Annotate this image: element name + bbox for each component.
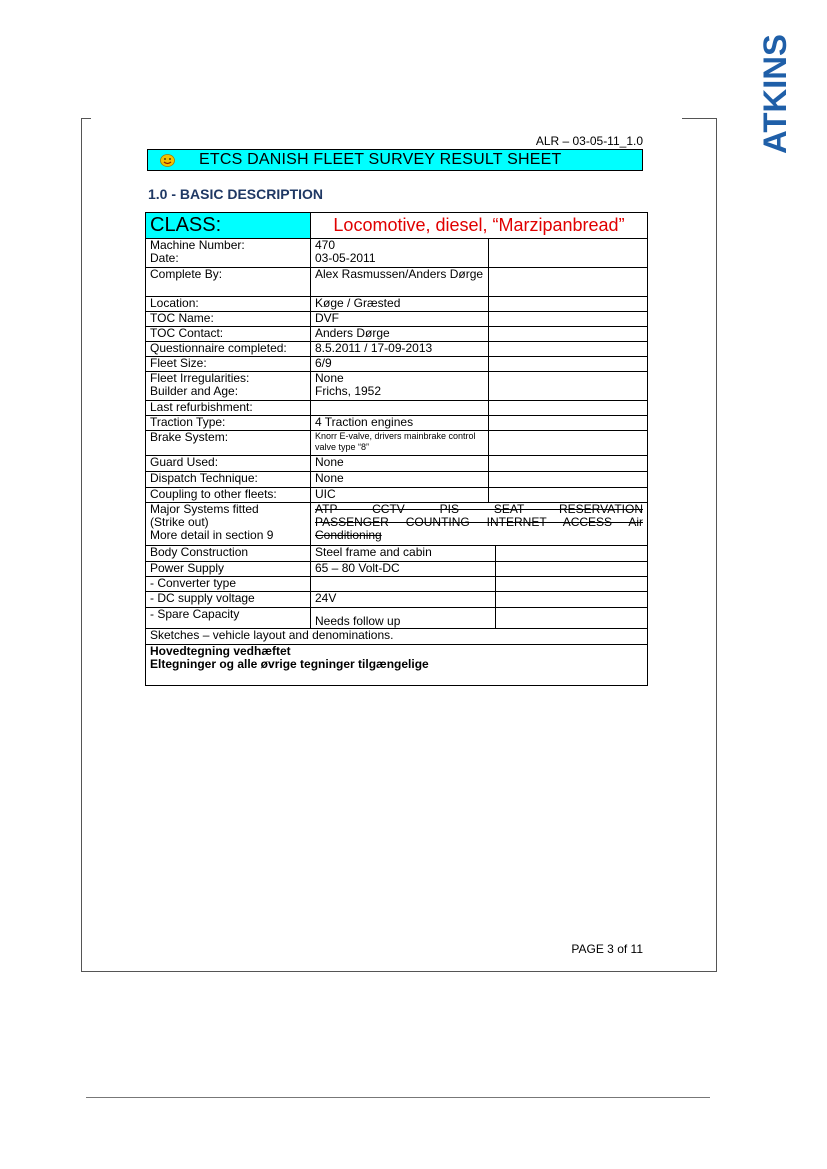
- dispatch-technique-value: None: [311, 472, 489, 488]
- guard-used-value: None: [311, 456, 489, 472]
- fleet-irregularities-label: Fleet Irregularities:: [150, 371, 250, 385]
- table-row: [146, 629, 648, 645]
- notes-cell: [489, 327, 648, 342]
- date-label: Date:: [150, 251, 179, 265]
- location-value: Køge / Græsted: [311, 297, 489, 312]
- table-row: [146, 488, 648, 503]
- dc-supply-voltage-value: 24V: [311, 592, 496, 608]
- notes-cell: [496, 592, 648, 608]
- atkins-logo: [734, 30, 794, 160]
- major-systems-label: Major Systems fitted: [150, 502, 259, 516]
- frame-corner-tick: [682, 118, 717, 119]
- questionnaire-label: Questionnaire completed:: [146, 342, 311, 357]
- footer-divider: [86, 1097, 710, 1098]
- frame-left-border: [81, 118, 82, 972]
- major-systems-line-2: PASSENGER COUNTING INTERNET ACCESS Air: [315, 515, 643, 529]
- fleet-size-value: 6/9: [311, 357, 489, 372]
- brake-system-label: Brake System:: [146, 431, 311, 456]
- notes-cell: [496, 608, 648, 629]
- notes-cell: [489, 456, 648, 472]
- notes-cell: [489, 239, 648, 268]
- table-row: [146, 431, 648, 456]
- sketches-line-1: Hovedtegning vedhæftet: [150, 644, 291, 658]
- table-row: [146, 456, 648, 472]
- major-systems-line-3: Conditioning: [315, 528, 382, 542]
- builder-age-value: Frichs, 1952: [315, 384, 382, 398]
- table-row: [146, 239, 648, 268]
- toc-contact-label: TOC Contact:: [146, 327, 311, 342]
- traction-type-label: Traction Type:: [146, 416, 311, 431]
- major-systems-line-1: ATP CCTV PIS SEAT RESERVATION: [315, 502, 643, 516]
- converter-type-label: - Converter type: [146, 577, 311, 592]
- table-row: [146, 645, 648, 686]
- date-value: 03-05-2011: [315, 251, 376, 265]
- table-row: [146, 297, 648, 312]
- section-reference: More detail in section 9: [150, 528, 274, 542]
- fleet-size-label: Fleet Size:: [146, 357, 311, 372]
- title-bar: [147, 149, 643, 171]
- builder-age-label: Builder and Age:: [150, 384, 239, 398]
- section-heading: 1.0 - BASIC DESCRIPTION: [148, 186, 324, 202]
- notes-cell: [496, 546, 648, 562]
- frame-bottom-border: [81, 971, 717, 972]
- dc-supply-voltage-label: - DC supply voltage: [146, 592, 311, 608]
- toc-name-value: DVF: [311, 312, 489, 327]
- table-row: [146, 327, 648, 342]
- class-label: CLASS:: [146, 213, 311, 239]
- notes-cell: [489, 268, 648, 297]
- logo-text: ATKINS: [757, 37, 793, 154]
- table-row: [146, 372, 648, 401]
- power-supply-value: 65 – 80 Volt-DC: [311, 562, 496, 577]
- converter-type-value: [311, 577, 496, 592]
- coupling-label: Coupling to other fleets:: [146, 488, 311, 503]
- notes-cell: [489, 342, 648, 357]
- table-row: [146, 546, 648, 562]
- toc-contact-value: Anders Dørge: [311, 327, 489, 342]
- spare-capacity-value: Needs follow up: [311, 608, 496, 629]
- class-row: [146, 213, 648, 239]
- notes-cell: [489, 297, 648, 312]
- table-row: [146, 401, 648, 416]
- brake-system-value: Knorr E-valve, drivers mainbrake control valve type “8”: [311, 431, 489, 456]
- table-row: [146, 357, 648, 372]
- table-row: [146, 592, 648, 608]
- sketches-heading: Sketches – vehicle layout and denominations.: [146, 629, 648, 645]
- traction-type-value: 4 Traction engines: [311, 416, 489, 431]
- location-label: Location:: [146, 297, 311, 312]
- notes-cell: [496, 562, 648, 577]
- table-row: [146, 608, 648, 629]
- table-row: [146, 416, 648, 431]
- notes-cell: [489, 431, 648, 456]
- table-row: [146, 562, 648, 577]
- smiley-icon: [160, 154, 175, 167]
- class-value: Locomotive, diesel, “Marzipanbread”: [311, 213, 648, 239]
- sketches-line-2: Eltegninger og alle øvrige tegninger tilgængelige: [150, 657, 429, 671]
- notes-cell: [489, 401, 648, 416]
- table-row: [146, 312, 648, 327]
- table-row: [146, 268, 648, 297]
- page-number: PAGE 3 of 11: [571, 942, 643, 956]
- body-construction-value: Steel frame and cabin: [311, 546, 496, 562]
- notes-cell: [489, 312, 648, 327]
- document-reference: ALR – 03-05-11_1.0: [535, 134, 643, 148]
- questionnaire-value: 8.5.2011 / 17-09-2013: [311, 342, 489, 357]
- sheet-title: ETCS DANISH FLEET SURVEY RESULT SHEET: [199, 151, 562, 168]
- notes-cell: [489, 416, 648, 431]
- notes-cell: [489, 488, 648, 503]
- spare-capacity-label: - Spare Capacity: [146, 608, 311, 629]
- last-refurbishment-value: [311, 401, 489, 416]
- toc-name-label: TOC Name:: [146, 312, 311, 327]
- last-refurbishment-label: Last refurbishment:: [146, 401, 311, 416]
- table-row: [146, 472, 648, 488]
- table-row: [146, 503, 648, 546]
- frame-corner-tick: [81, 118, 91, 119]
- power-supply-label: Power Supply: [146, 562, 311, 577]
- guard-used-label: Guard Used:: [146, 456, 311, 472]
- notes-cell: [489, 472, 648, 488]
- notes-cell: [496, 577, 648, 592]
- strike-out-note: (Strike out): [150, 515, 209, 529]
- table-row: [146, 577, 648, 592]
- machine-number-value: 470: [315, 238, 336, 252]
- survey-table: [145, 212, 648, 686]
- notes-cell: [489, 357, 648, 372]
- complete-by-value: Alex Rasmussen/Anders Dørge: [311, 268, 489, 297]
- dispatch-technique-label: Dispatch Technique:: [146, 472, 311, 488]
- table-row: [146, 342, 648, 357]
- complete-by-label: Complete By:: [146, 268, 311, 297]
- body-construction-label: Body Construction: [146, 546, 311, 562]
- coupling-value: UIC: [311, 488, 489, 503]
- fleet-irregularities-value: None: [315, 371, 344, 385]
- notes-cell: [489, 372, 648, 401]
- machine-number-label: Machine Number:: [150, 238, 245, 252]
- frame-right-border: [716, 118, 717, 972]
